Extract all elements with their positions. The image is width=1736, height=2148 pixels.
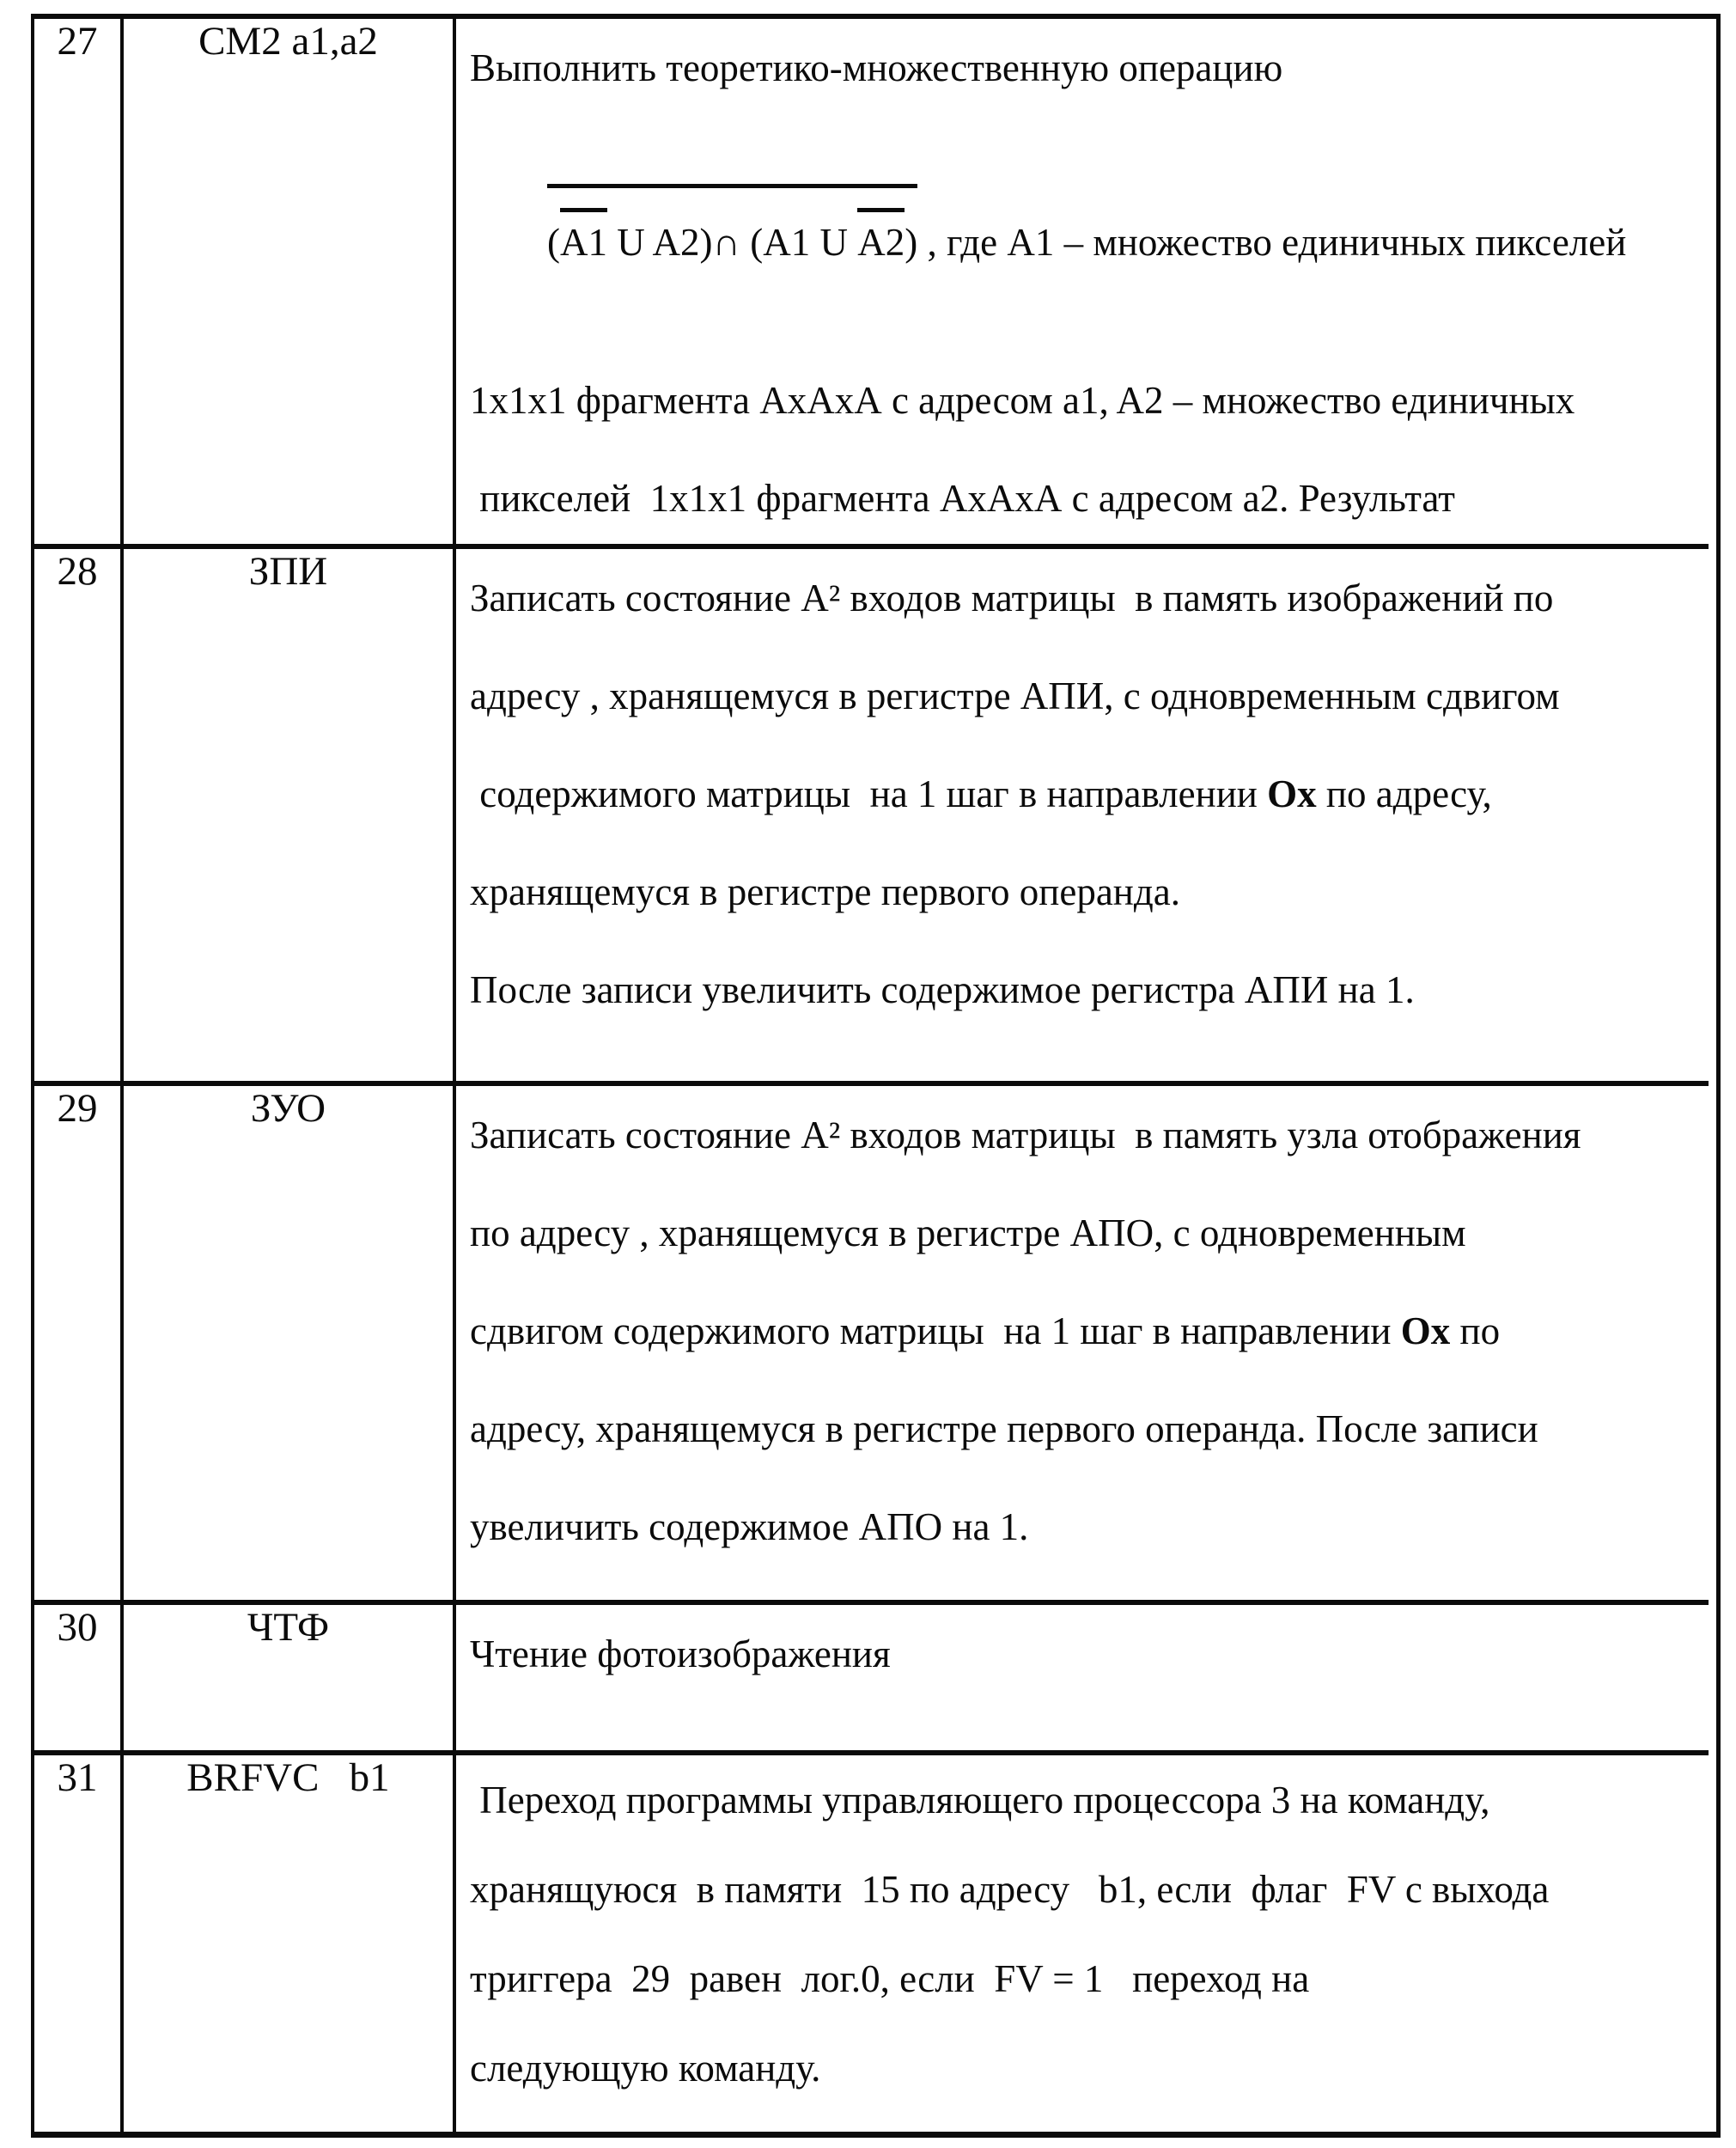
- description-line: [470, 745, 1684, 843]
- text-segment: 1x1x1 фрагмента АхАхА с адресом a1, A2 – множество единичных: [470, 379, 1575, 422]
- text-segment: по адресу , хранящемуся в регистре АПО, с одновременным: [470, 1211, 1466, 1254]
- description-cell: [456, 19, 1709, 549]
- description-line: [470, 1184, 1684, 1282]
- text-segment: пикселей 1x1x1 фрагмента АхАхА с адресом a2. Результат: [470, 477, 1455, 520]
- text-segment: (: [547, 221, 560, 264]
- overlined-a1: A1: [560, 208, 607, 269]
- text-segment: по адресу,: [1316, 772, 1492, 815]
- text-segment: Записать состояние A² входов матрицы в память узла отображения: [470, 1114, 1581, 1156]
- axis-label-bold: Ох: [1400, 1309, 1451, 1352]
- row-number-cell: [34, 1605, 124, 1755]
- text-segment: Выполнить теоретико-множественную операцию: [470, 46, 1283, 89]
- mnemonic: ЧТФ: [247, 1605, 330, 1650]
- row-number-cell: [34, 549, 124, 1086]
- description-line: [470, 1755, 1684, 1845]
- text-segment: сдвигом содержимого матрицы на 1 шаг в направлении: [470, 1309, 1401, 1352]
- text-segment: ): [905, 221, 918, 264]
- text-segment: триггера 29 равен лог.0, если FV = 1 переход на: [470, 1957, 1310, 2000]
- text-segment: содержимого матрицы на 1 шаг в направлении: [470, 772, 1268, 815]
- description-cell: [456, 1086, 1709, 1605]
- description-line: [470, 1845, 1684, 1934]
- description-line: [470, 1380, 1684, 1478]
- row-number: 27: [57, 19, 98, 64]
- description-line: [470, 549, 1684, 647]
- text-segment: Переход программы управляющего процессора 3 на команду,: [470, 1779, 1490, 1822]
- row-number-cell: [34, 1755, 124, 2132]
- text-segment: увеличить содержимое АПО на 1.: [470, 1505, 1029, 1548]
- text-segment: адресу , хранящемуся в регистре АПИ, с одновременным сдвигом: [470, 674, 1560, 717]
- description-line: [470, 2023, 1684, 2113]
- description-line: [470, 941, 1684, 1039]
- mnemonic: ЗУО: [250, 1086, 326, 1131]
- description-cell: [456, 549, 1709, 1086]
- formula-overline-group: [547, 184, 917, 269]
- description-line: [470, 843, 1684, 941]
- description-line: [470, 1478, 1684, 1576]
- axis-label-bold: Ох: [1267, 772, 1317, 815]
- text-segment: После записи увеличить содержимое регистра АПИ на 1.: [470, 968, 1415, 1011]
- row-number: 30: [57, 1605, 98, 1650]
- formula-line: [470, 131, 1684, 322]
- mnemonic-cell: [124, 549, 456, 1086]
- row-number-cell: [34, 19, 124, 549]
- text-segment: хранящемуся в регистре первого операнда.: [470, 870, 1181, 913]
- mnemonic-cell: [124, 1086, 456, 1605]
- description-line: [470, 1605, 1684, 1703]
- row-number: 28: [57, 549, 98, 594]
- description-line: [470, 1086, 1684, 1184]
- row-number: 31: [57, 1755, 98, 1800]
- description-cell: [456, 1605, 1709, 1755]
- text-segment: Записать состояние A² входов матрицы в память изображений по: [470, 577, 1554, 619]
- formula-tail: , где A1 – множество единичных пикселей: [917, 221, 1627, 264]
- command-table: [31, 14, 1721, 2138]
- text-segment: следующую команду.: [470, 2047, 821, 2090]
- text-segment: U A2)∩ (A1 U: [607, 221, 858, 264]
- mnemonic: СМ2 a1,a2: [198, 19, 378, 64]
- text-segment: хранящуюся в памяти 15 по адресу b1, если флаг FV с выхода: [470, 1868, 1550, 1911]
- mnemonic-cell: [124, 19, 456, 549]
- description-cell: [456, 1755, 1709, 2132]
- description-line: [470, 19, 1684, 117]
- mnemonic-cell: [124, 1605, 456, 1755]
- description-line: [470, 647, 1684, 745]
- mnemonic-cell: [124, 1755, 456, 2132]
- description-line: [470, 1282, 1684, 1380]
- overlined-a2: A2: [857, 208, 905, 269]
- mnemonic: ЗПИ: [248, 549, 328, 594]
- text-segment: Чтение фотоизображения: [470, 1632, 891, 1675]
- mnemonic: BRFVC b1: [186, 1755, 390, 1800]
- text-segment: по: [1450, 1309, 1501, 1352]
- text-segment: адресу, хранящемуся в регистре первого операнда. После записи: [470, 1407, 1538, 1450]
- description-line: [470, 449, 1684, 547]
- description-line: [470, 1934, 1684, 2023]
- row-number: 29: [57, 1086, 98, 1131]
- row-number-cell: [34, 1086, 124, 1605]
- description-line: [470, 351, 1684, 449]
